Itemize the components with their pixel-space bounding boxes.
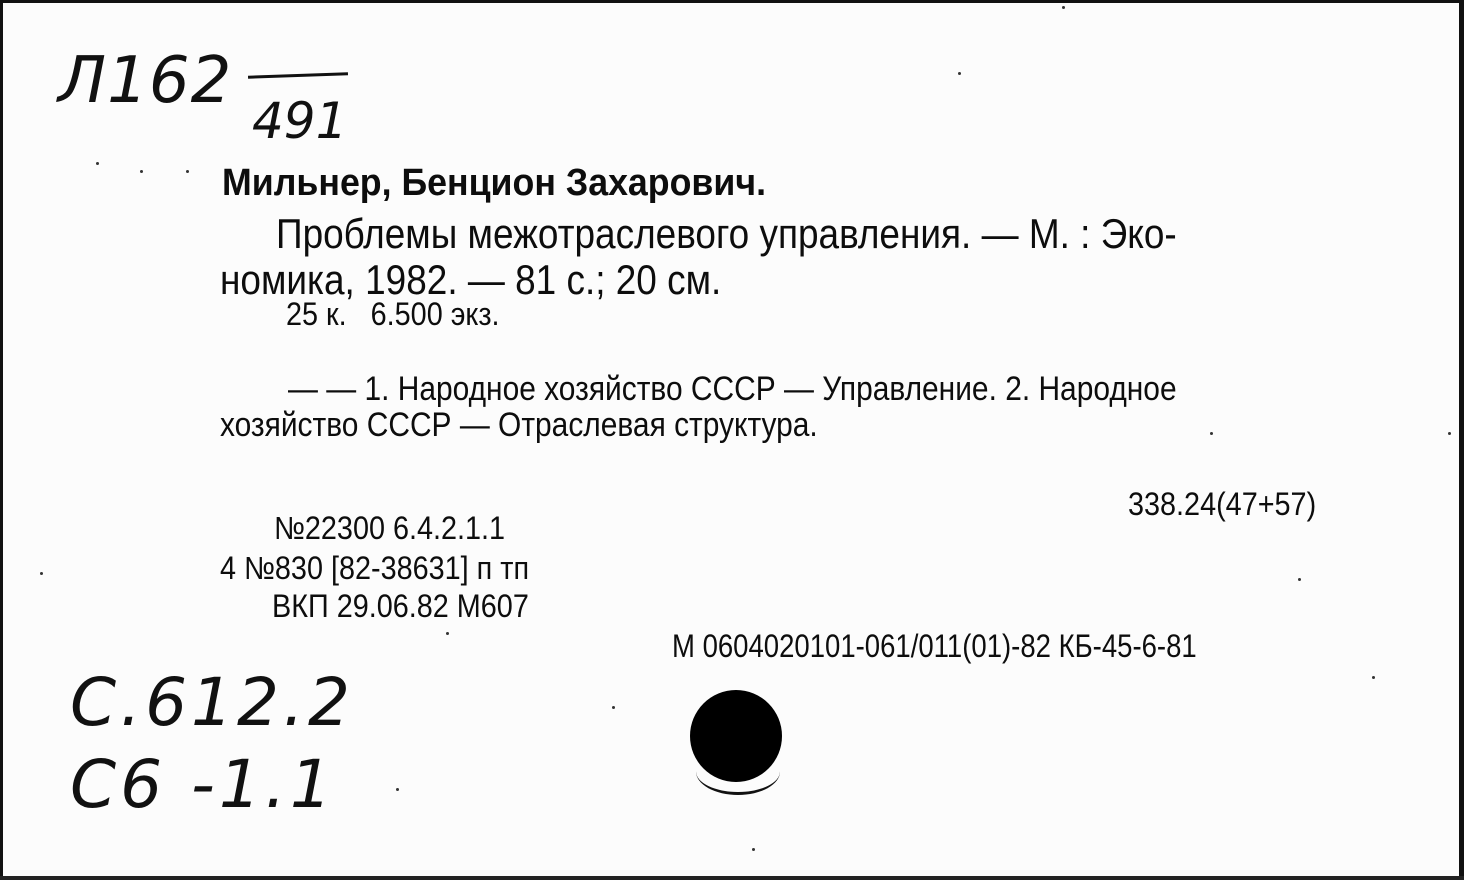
publisher-code-text: М 0604020101-061/011(01)-82 КБ-45-6-81 xyxy=(672,628,1197,664)
speck xyxy=(40,572,43,575)
speck xyxy=(752,848,755,851)
title-line-1 xyxy=(276,210,1300,258)
catalog-number-text-2: 4 №830 [82-38631] п тп xyxy=(220,550,530,586)
punch-hole-shadow xyxy=(696,748,780,795)
subjects-line-2 xyxy=(220,406,899,445)
card-top-edge xyxy=(0,0,1464,3)
speck xyxy=(1372,676,1375,679)
speck xyxy=(1448,432,1451,435)
subjects-text-1: — — 1. Народное хозяйство СССР — Управление. 2. Народное xyxy=(288,370,1177,408)
price-edition-line xyxy=(286,296,523,333)
call-number-fraction-line xyxy=(248,72,348,78)
handwritten-code-2: С6 -1.1 xyxy=(70,746,336,823)
speck xyxy=(396,788,399,791)
author-heading xyxy=(222,162,801,205)
card-right-edge xyxy=(1459,0,1464,880)
handwritten-call-subnumber: 491 xyxy=(252,92,348,150)
handwritten-code-1: С.612.2 xyxy=(70,664,355,741)
card-left-edge xyxy=(0,0,3,880)
title-text-1: Проблемы межотраслевого управления. — М. : Эко- xyxy=(276,210,1177,257)
classification-index xyxy=(1128,486,1337,523)
speck xyxy=(96,162,99,165)
author-name: Мильнер, Бенцион Захарович. xyxy=(222,162,767,204)
speck xyxy=(186,170,189,173)
speck xyxy=(958,72,961,75)
price-edition-text: 25 к. 6.500 экз. xyxy=(286,296,500,332)
catalog-number-text-3: ВКП 29.06.82 М607 xyxy=(272,588,529,624)
publisher-code-line xyxy=(672,628,1282,665)
speck xyxy=(1298,578,1301,581)
card-bottom-edge xyxy=(0,876,1464,880)
catalog-number-line-3 xyxy=(272,588,557,625)
speck xyxy=(140,170,143,173)
catalog-number-line-2 xyxy=(220,550,563,587)
classification-text: 338.24(47+57) xyxy=(1128,486,1317,522)
subjects-line-1 xyxy=(288,370,1298,409)
catalog-number-text-1: №22300 6.4.2.1.1 xyxy=(274,510,506,546)
speck xyxy=(446,632,449,635)
catalog-number-line-1 xyxy=(274,510,531,547)
speck xyxy=(1210,432,1213,435)
subjects-text-2: хозяйство СССР — Отраслевая структура. xyxy=(220,406,818,444)
handwritten-call-number: Л162 xyxy=(58,44,233,118)
speck xyxy=(612,706,615,709)
title-text-2: номика, 1982. — 81 с.; 20 см. xyxy=(220,256,722,303)
speck xyxy=(1062,6,1065,9)
